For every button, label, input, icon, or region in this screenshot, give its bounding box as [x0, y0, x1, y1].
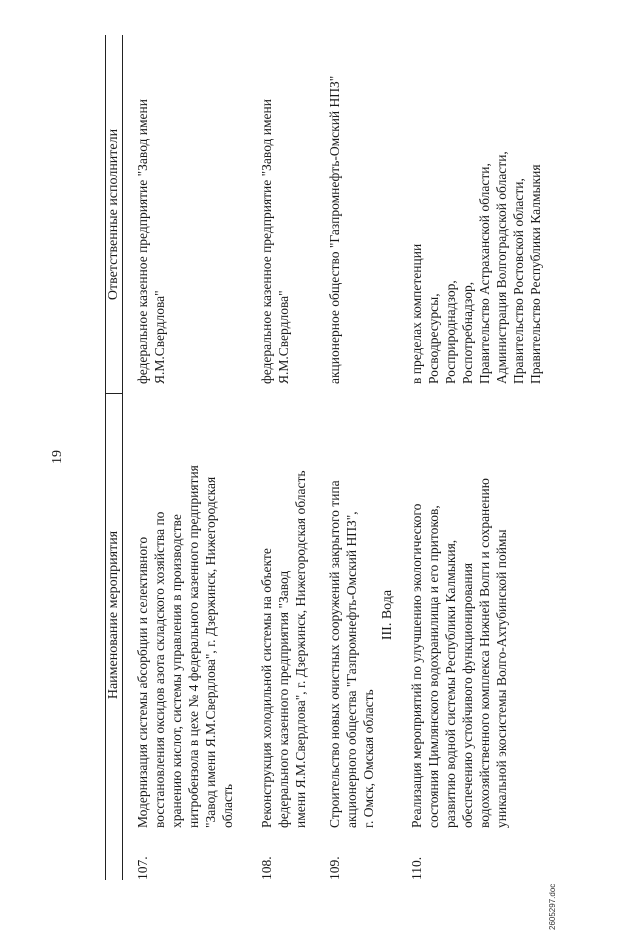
responsible-executors — [258, 39, 292, 384]
rotated-document-page — [50, 35, 570, 930]
row-number: 110. — [409, 856, 424, 880]
responsible-line: Росприроднадзор, — [443, 280, 458, 384]
document-file-code: 2605297.doc — [548, 883, 557, 930]
measure-name-line: уникальной экосистемы Волго-Ахтубинской поймы — [494, 529, 509, 828]
measure-name — [134, 398, 236, 828]
responsible-line: Правительство Ростовской области, — [511, 178, 526, 384]
measure-name-line: акционерного общества "Газпромнефть-Омский НПЗ", — [344, 511, 359, 828]
measure-name-line: "Завод имени Я.М.Свердлова", г. Дзержинск, Нижегородская — [203, 476, 218, 828]
measure-name-line: Реконструкция холодильной системы на объекте — [259, 548, 274, 828]
measure-name-line: нитробензола в цехе № 4 федерального казенного предприятия — [186, 465, 201, 828]
responsible-line: акционерное общество "Газпромнефть-Омский НПЗ" — [327, 75, 342, 384]
measure-name — [326, 398, 377, 828]
responsible-line: федеральное казенное предприятие "Завод имени — [135, 98, 150, 384]
measure-name-line: хранению кислот, системы управления в производстве — [169, 514, 184, 828]
column-header-name: Наименование мероприятия — [106, 530, 121, 700]
responsible-executors — [408, 39, 544, 384]
measure-name-line: восстановления оксидов азота складского хозяйства по — [152, 511, 167, 828]
measure-name-line: состояния Цимлянского водохранилища и его притоков, — [426, 505, 441, 828]
measure-name — [258, 398, 309, 828]
responsible-line: Я.М.Свердлова" — [152, 290, 167, 384]
measure-name-line: водохозяйственного комплекса Нижней Волги и сохранению — [477, 478, 492, 828]
section-title: III. Вода — [380, 589, 395, 641]
measure-name-line: развитию водной системы Республики Калмыкия, — [443, 539, 458, 828]
header-bottom-rule — [122, 35, 123, 880]
column-header-responsible: Ответственные исполнители — [106, 128, 121, 301]
measure-name-line: федерального казенного предприятия "Завод — [276, 570, 291, 828]
measure-name-line: Реализация мероприятий по улучшению экологического — [409, 503, 424, 828]
responsible-line: Росводресурсы, — [426, 293, 441, 384]
measure-name-line: Строительство новых очистных сооружений закрытого типа — [327, 480, 342, 828]
row-number: 107. — [135, 856, 150, 880]
responsible-line: Администрация Волгоградской области, — [494, 151, 509, 384]
responsible-line: Я.М.Свердлова" — [276, 290, 291, 384]
responsible-line: Правительство Астраханской области, — [477, 163, 492, 384]
row-number: 108. — [259, 856, 274, 880]
responsible-executors — [134, 39, 168, 384]
measure-name-line: г. Омск, Омская область — [361, 689, 376, 828]
page-number: 19 — [50, 450, 65, 464]
measure-name-line: имени Я.М.Свердлова", г. Дзержинск, Нижегородская область — [293, 470, 308, 828]
measure-name-line: область — [220, 783, 235, 828]
row-number: 109. — [327, 856, 342, 880]
responsible-line: Правительство Республики Калмыкия — [528, 164, 543, 384]
measure-name-line: обеспечению устойчивого функционирования — [460, 562, 475, 828]
responsible-line: федеральное казенное предприятие "Завод имени — [259, 98, 274, 384]
responsible-executors — [326, 39, 343, 384]
responsible-line: в пределах компетенции — [409, 243, 424, 384]
measure-name — [408, 398, 510, 828]
responsible-line: Роспотребнадзор, — [460, 281, 475, 384]
measure-name-line: Модернизация системы абсорбции и селективного — [135, 536, 150, 828]
